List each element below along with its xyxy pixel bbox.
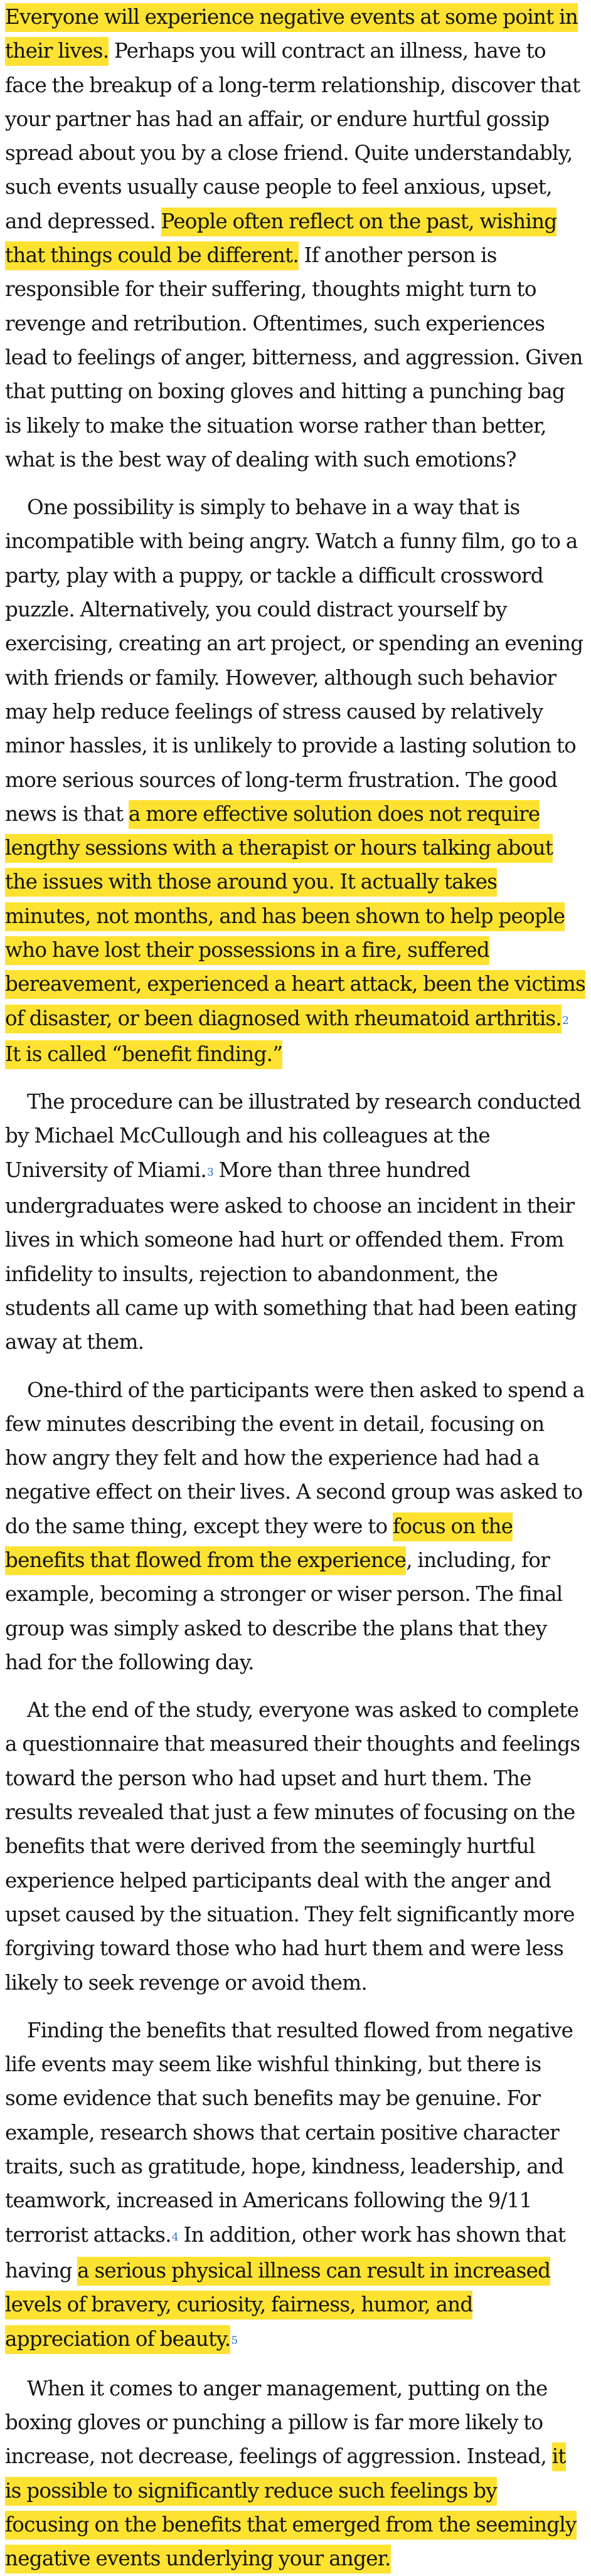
paragraph-gap bbox=[5, 2000, 586, 2014]
highlighted-text: Everyone will experience negative events at some point in their lives. bbox=[5, 3, 578, 66]
body-text: More than three hundred undergraduates were asked to choose an incident in their lives in which someone had hurt or offended them. From infidelity to insults, rejection to abandonment, the students all came up with something that had been eating away at them. bbox=[5, 1158, 577, 1354]
highlighted-text: a more effective solution does not require lengthy sessions with a therapist or hours talking about the issues with those around you. It actually takes minutes, not months, and has been shown to help people who have lost their possessions in a fire, suffered bereavement, experienced a heart attack, been the victims of disaster, or been diagnosed with rheumatoid arthritis. bbox=[5, 800, 585, 1033]
reading-page bbox=[5, 0, 586, 2576]
footnote-link[interactable]: 5 bbox=[231, 2334, 238, 2347]
highlighted-text: it is possible to significantly reduce such feelings by focusing on the benefits that emerged from the seemingly negative events underlying your anger. bbox=[5, 2442, 577, 2573]
paragraph-p5 bbox=[5, 1693, 586, 2000]
paragraph-p4 bbox=[5, 1373, 586, 1680]
paragraph-p6 bbox=[5, 2014, 586, 2358]
paragraph-p1 bbox=[5, 0, 586, 477]
highlighted-text: People often reflect on the past, wishing that things could be different. bbox=[5, 208, 556, 270]
paragraph-p7 bbox=[5, 2372, 586, 2576]
paragraph-gap bbox=[5, 477, 586, 490]
body-text: If another person is responsible for their suffering, thoughts might turn to revenge and retribution. Oftentimes, such experiences lead to feelings of anger, bitterness, and aggression. Given that putting on boxing gloves and hitting a punching bag is likely to make the situation worse rather than better, what is the best way of dealing with such emotions? bbox=[5, 243, 583, 472]
footnote-link[interactable]: 3 bbox=[207, 1165, 214, 1178]
body-text: One possibility is simply to behave in a way that is incompatible with being angry. Watch a funny film, go to a party, play with a puppy, or tackle a difficult crossword puzzle. Alternatively, you could distract yourself by exercising, creating an art project, or spending an evening with friends or family. However, although such behavior may help reduce feelings of stress caused by relatively minor hassles, it is unlikely to provide a lasting solution to more serious sources of long-term frustration. The good news is that bbox=[5, 495, 583, 826]
highlighted-text: a serious physical illness can result in increased levels of bravery, curiosity, fairness, humor, and appreciation of beauty. bbox=[5, 2257, 550, 2354]
body-text: In addition, other work has shown that having bbox=[5, 2222, 566, 2283]
paragraph-p2 bbox=[5, 490, 586, 1071]
body-text: Finding the benefits that resulted flowed from negative life events may seem like wishful thinking, but there is some evidence that such benefits may be genuine. For example, research shows that certain positive character traits, such as gratitude, hope, kindness, leadership, and teamwork, increased in Americans following the 9/11 terrorist attacks. bbox=[5, 2018, 573, 2247]
body-text: When it comes to anger management, putting on the boxing gloves or punching a pillow is far more likely to increase, not decrease, feelings of aggression. Instead, bbox=[5, 2376, 552, 2469]
paragraph-gap bbox=[5, 1679, 586, 1693]
body-text: At the end of the study, everyone was asked to complete a questionnaire that measured their thoughts and feelings toward the person who had upset and hurt them. The results revealed that just a few minutes of focusing on the benefits that were derived from the seemingly hurtful experience helped participants deal with the anger and upset caused by the situation. They felt significantly more forgiving toward those who had hurt them and were less likely to seek revenge or avoid them. bbox=[5, 1698, 580, 1995]
paragraph-p3 bbox=[5, 1085, 586, 1359]
highlighted-text: It is called “benefit finding.” bbox=[5, 1040, 282, 1069]
highlighted-text: focus on the benefits that flowed from the experience bbox=[5, 1512, 513, 1575]
paragraph-gap bbox=[5, 2358, 586, 2372]
footnote-link[interactable]: 4 bbox=[171, 2230, 178, 2243]
paragraph-gap bbox=[5, 1071, 586, 1085]
body-text: Perhaps you will contract an illness, have to face the breakup of a long-term relationship, discover that your partner has had an affair, or endure hurtful gossip spread about you by a close friend. Quite understandably, such events usually cause people to feel anxious, upset, and depressed. bbox=[5, 39, 580, 233]
footnote-link[interactable]: 2 bbox=[562, 1013, 569, 1027]
body-text: , including, for example, becoming a stronger or wiser person. The final group was simply asked to describe the plans that they had for the following day. bbox=[5, 1548, 563, 1674]
body-text: The procedure can be illustrated by research conducted by Michael McCullough and his colleagues at the University of Miami. bbox=[5, 1090, 581, 1182]
paragraph-gap bbox=[5, 1359, 586, 1373]
body-text: One-third of the participants were then asked to spend a few minutes describing the event in detail, focusing on how angry they felt and how the experience had had a negative effect on their lives. A second group was asked to do the same thing, except they were to bbox=[5, 1378, 585, 1538]
